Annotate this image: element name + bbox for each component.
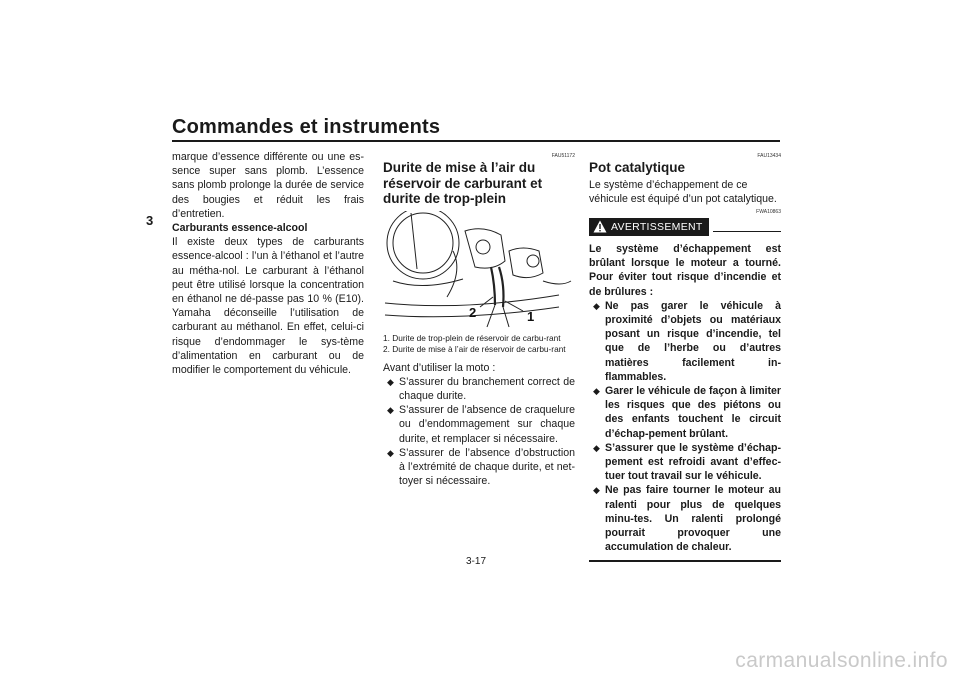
warning-list (589, 299, 781, 555)
list-item: ◆ Ne pas faire tourner le moteur au ralenti pour plus de quelques minu-tes. Un ralenti prolongé pourrait provoquer une accumulation de chaleur. (593, 484, 781, 554)
watermark: carmanualsonline.info (735, 649, 948, 672)
page-title: Commandes et instruments (172, 116, 441, 138)
hose-illustration (383, 211, 573, 329)
column-3 (589, 150, 781, 562)
section-code: FAU13434 (757, 153, 781, 159)
subheading-gasohol: Carburants essence-alcool (172, 222, 308, 235)
list-item: ◆ S’assurer de l’absence de craquelure ou d’endommagement sur chaque durite, et remplacer si nécessaire. (387, 404, 575, 445)
header-rule (172, 140, 780, 142)
column-2 (383, 150, 575, 488)
warning-header (589, 218, 781, 236)
bullet-icon: ◆ (387, 405, 394, 416)
paragraph-fuel-intro: marque d’essence différente ou une es-sence super sans plomb. L’essence sans plomb prolonge la durée de service des bougies et réduit les frais d’entretien. (172, 151, 364, 220)
list-item: ◆ S’assurer de l’absence d’obstruction à l’extrémité de chaque durite, et net-toyer si nécessaire. (387, 446, 575, 488)
caption-item: 2. Durite de mise à l’air de réservoir de carbu-rant (383, 343, 566, 354)
warning-label: AVERTISSEMENT (611, 220, 703, 233)
warning-triangle-icon (593, 220, 607, 233)
bullet-icon: ◆ (593, 442, 600, 453)
caption-item: 1. Durite de trop-plein de réservoir de carbu-rant (383, 332, 561, 343)
warning-code: FWA10863 (756, 208, 781, 215)
column-1 (172, 150, 364, 377)
warning-intro: Le système d’échappement est brûlant lorsque le moteur a tourné. Pour éviter tout risque d’incendie et de brûlures : (589, 242, 781, 298)
bullet-icon: ◆ (593, 385, 600, 396)
list-item: ◆ S’assurer que le système d’échap-pement est refroidi avant d’effec-tuer tout travail sur le véhicule. (593, 441, 781, 483)
warning-rule (713, 231, 781, 232)
section-heading-hoses: Durite de mise à l’air du réservoir de carburant et durite de trop-plein (383, 160, 543, 206)
page-number: 3-17 (466, 556, 487, 567)
figure-label-2: 2 (469, 304, 477, 320)
list-item: ◆ Garer le véhicule de façon à limiter les risques que des piétons ou des enfants touchent le circuit d’échap-pement brûlant. (593, 384, 781, 440)
warning-end-rule (589, 560, 781, 562)
chapter-tab: 3 (146, 213, 154, 228)
section-code: FAU51172 (551, 153, 575, 159)
bullet-icon: ◆ (593, 485, 600, 496)
figure-label-1: 1 (527, 308, 535, 324)
motorcycle-hose-drawing (383, 211, 573, 329)
figure-caption (383, 333, 575, 355)
checklist (383, 375, 575, 489)
list-item: ◆ Ne pas garer le véhicule à proximité d’objets ou matériaux posant un risque d’incendie, tel que de l’herbe ou d’autres matières facilement in-flammables. (593, 299, 781, 383)
bullet-icon: ◆ (387, 376, 394, 387)
paragraph-gasohol: Il existe deux types de carburants essence-alcool : l’un à l’éthanol et l’autre au métha-nol. Le carburant à l’éthanol peut être utilisé lorsque la concentration en éthanol ne dé-passe pas 10 % (E10). Yamaha déconseille l’utilisation de carburant au méthanol. En effet, celui-ci risque d’endommager le sys-tème d’alimentation en carburant ou de modifier le comportement du véhicule. (172, 236, 364, 377)
warning-badge (589, 218, 709, 236)
checklist-intro: Avant d’utiliser la moto : (383, 361, 496, 374)
list-item: ◆ S’assurer du branchement correct de chaque durite. (387, 375, 575, 402)
paragraph-catalytic: Le système d’échappement de ce véhicule est équipé d’un pot catalytique. (589, 178, 777, 205)
bullet-icon: ◆ (387, 447, 394, 458)
bullet-icon: ◆ (593, 300, 600, 311)
section-heading-catalytic: Pot catalytique (589, 160, 686, 175)
